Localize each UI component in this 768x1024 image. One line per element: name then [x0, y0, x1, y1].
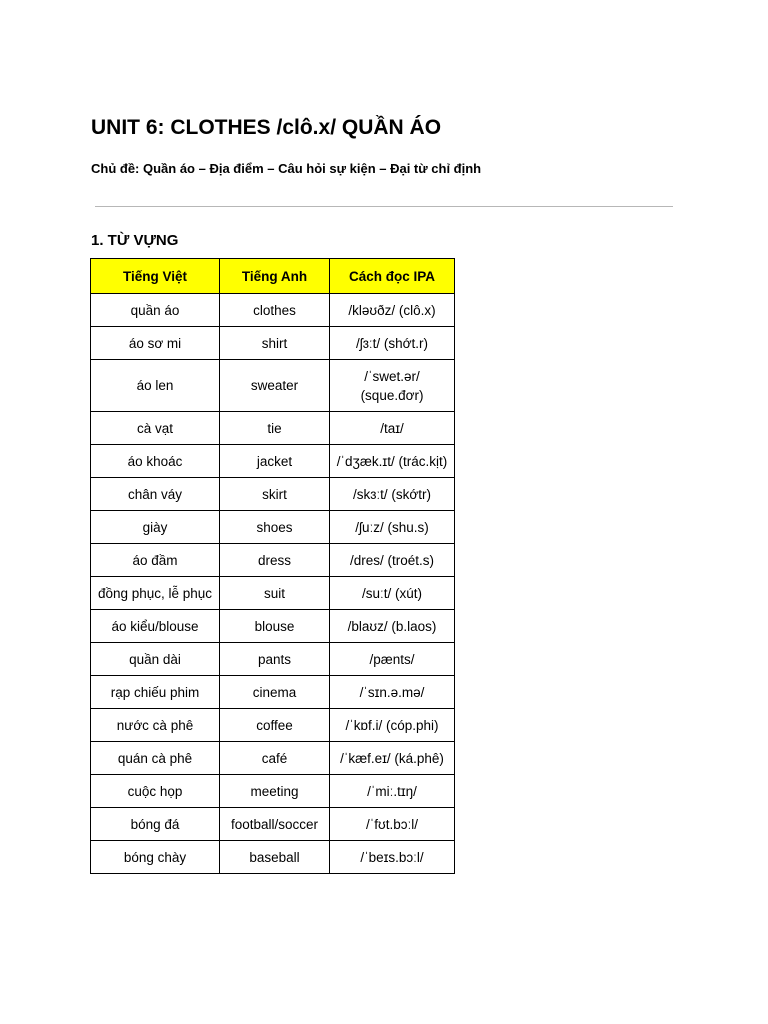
english-cell: cinema — [220, 676, 330, 709]
table-row — [91, 577, 455, 610]
column-header-vietnamese: Tiếng Việt — [91, 259, 220, 294]
table-row — [91, 742, 455, 775]
table-row — [91, 841, 455, 874]
english-cell: sweater — [220, 360, 330, 412]
section-heading: 1. TỪ VỰNG — [91, 232, 179, 249]
ipa-cell: /ʃuːz/ (shu.s) — [330, 511, 455, 544]
ipa-cell: /ˈkɒf.i/ (cóp.phi) — [330, 709, 455, 742]
ipa-cell: /taɪ/ — [330, 412, 455, 445]
table-header-row — [91, 259, 455, 294]
vietnamese-cell: bóng đá — [91, 808, 220, 841]
ipa-cell: /ˈbeɪs.bɔːl/ — [330, 841, 455, 874]
ipa-cell: /dres/ (troét.s) — [330, 544, 455, 577]
english-cell: suit — [220, 577, 330, 610]
topic-subtitle: Chủ đề: Quần áo – Địa điểm – Câu hỏi sự kiện – Đại từ chỉ định — [91, 161, 482, 176]
english-cell: coffee — [220, 709, 330, 742]
vietnamese-cell: áo sơ mi — [91, 327, 220, 360]
ipa-cell: /ˈswet.ər/ (sque.đơr) — [330, 360, 455, 412]
empty-cell — [330, 874, 455, 875]
english-cell: skirt — [220, 478, 330, 511]
column-header-english: Tiếng Anh — [220, 259, 330, 294]
english-cell: baseball — [220, 841, 330, 874]
table-row — [91, 360, 455, 412]
table-row — [91, 294, 455, 327]
vietnamese-cell: quần áo — [91, 294, 220, 327]
table-row — [91, 775, 455, 808]
vietnamese-cell: chân váy — [91, 478, 220, 511]
horizontal-divider — [95, 206, 673, 207]
vietnamese-cell: đồng phục, lễ phục — [91, 577, 220, 610]
english-cell: shirt — [220, 327, 330, 360]
ipa-cell: /ˈkæf.eɪ/ (ká.phê) — [330, 742, 455, 775]
english-cell: blouse — [220, 610, 330, 643]
table-row — [91, 478, 455, 511]
table-row — [91, 676, 455, 709]
english-cell: clothes — [220, 294, 330, 327]
english-cell: pants — [220, 643, 330, 676]
vocabulary-table — [90, 258, 455, 874]
table-row — [91, 412, 455, 445]
ipa-cell: /kləʊðz/ (clô.x) — [330, 294, 455, 327]
english-cell: café — [220, 742, 330, 775]
ipa-cell: /ˈsɪn.ə.mə/ — [330, 676, 455, 709]
ipa-cell: /skɜːt/ (skớtr) — [330, 478, 455, 511]
vietnamese-cell: áo len — [91, 360, 220, 412]
vietnamese-cell: quần dài — [91, 643, 220, 676]
table-row — [91, 327, 455, 360]
vietnamese-cell: áo đầm — [91, 544, 220, 577]
table-row — [91, 808, 455, 841]
ipa-cell: /suːt/ (xút) — [330, 577, 455, 610]
table-row — [91, 643, 455, 676]
english-cell: jacket — [220, 445, 330, 478]
vietnamese-cell: rạp chiếu phim — [91, 676, 220, 709]
table-row — [91, 445, 455, 478]
table-row — [91, 544, 455, 577]
vietnamese-cell: giày — [91, 511, 220, 544]
ipa-cell: /pænts/ — [330, 643, 455, 676]
english-cell: tie — [220, 412, 330, 445]
table-body — [91, 294, 455, 875]
ipa-cell: /ˈdʒæk.ɪt/ (trác.kịt) — [330, 445, 455, 478]
vietnamese-cell: cà vạt — [91, 412, 220, 445]
vietnamese-cell: bóng chày — [91, 841, 220, 874]
empty-cell — [220, 874, 330, 875]
ipa-cell: /ˈfʊt.bɔːl/ — [330, 808, 455, 841]
table-row — [91, 610, 455, 643]
table-row — [91, 511, 455, 544]
ipa-cell: /ˈmiː.tɪŋ/ — [330, 775, 455, 808]
vietnamese-cell: nước cà phê — [91, 709, 220, 742]
vietnamese-cell: áo khoác — [91, 445, 220, 478]
english-cell: shoes — [220, 511, 330, 544]
vietnamese-cell: quán cà phê — [91, 742, 220, 775]
table-row — [91, 709, 455, 742]
vietnamese-cell: cuộc họp — [91, 775, 220, 808]
ipa-cell: /blaʊz/ (b.laos) — [330, 610, 455, 643]
english-cell: football/soccer — [220, 808, 330, 841]
table-row-continuation — [91, 874, 455, 875]
empty-cell — [91, 874, 220, 875]
page-title: UNIT 6: CLOTHES /clô.x/ QUẦN ÁO — [91, 116, 442, 139]
vietnamese-cell: áo kiểu/blouse — [91, 610, 220, 643]
column-header-ipa: Cách đọc IPA — [330, 259, 455, 294]
ipa-cell: /ʃɜːt/ (shớt.r) — [330, 327, 455, 360]
english-cell: dress — [220, 544, 330, 577]
english-cell: meeting — [220, 775, 330, 808]
